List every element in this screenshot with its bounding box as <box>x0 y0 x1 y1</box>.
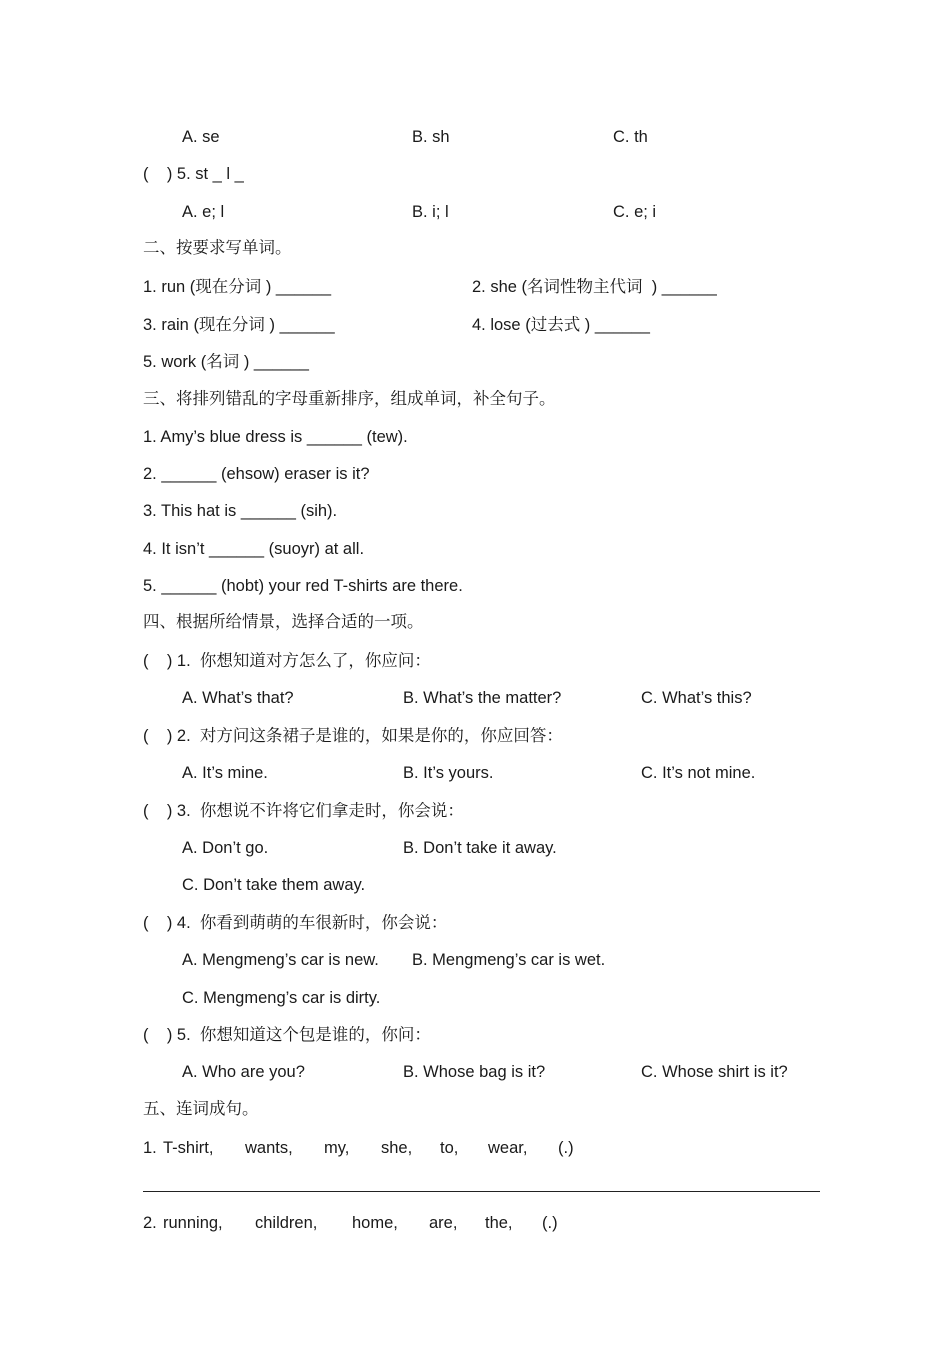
list-item: 1. run (现在分词 ) ______ <box>143 278 331 296</box>
list-item: 3. This hat is ______ (sih). <box>143 502 338 520</box>
question-stem: ( ) 5. st _ l _ <box>143 165 244 183</box>
word-chip: T-shirt, <box>163 1139 214 1157</box>
option-b: B. Whose bag is it? <box>403 1063 546 1081</box>
list-item: 4. It isn’t ______ (suoyr) at all. <box>143 540 365 558</box>
option-a: A. It’s mine. <box>182 764 268 782</box>
option-b: B. It’s yours. <box>403 764 494 782</box>
question-number: 2. <box>143 1214 157 1232</box>
word-chip: are, <box>429 1214 458 1232</box>
option-a: A. e; l <box>182 203 225 221</box>
answer-line <box>143 1191 820 1192</box>
option-c: C. It’s not mine. <box>641 764 756 782</box>
question-stem: ( ) 4. 你看到萌萌的车很新时，你会说： <box>143 914 448 932</box>
option-c: C. What’s this? <box>641 689 752 707</box>
list-item: 2. ______ (ehsow) eraser is it? <box>143 465 370 483</box>
word-chip: (.) <box>558 1139 574 1157</box>
question-number: 1. <box>143 1139 157 1157</box>
section-heading: 二、按要求写单词。 <box>143 239 292 257</box>
word-chip: (.) <box>542 1214 558 1232</box>
section-heading: 三、将排列错乱的字母重新排序，组成单词，补全句子。 <box>143 390 556 408</box>
list-item: 1. Amy’s blue dress is ______ (tew). <box>143 428 408 446</box>
option-c: C. Mengmeng’s car is dirty. <box>182 989 381 1007</box>
option-b: B. Mengmeng’s car is wet. <box>412 951 606 969</box>
section-heading: 五、连词成句。 <box>143 1100 259 1118</box>
list-item: 3. rain (现在分词 ) ______ <box>143 316 335 334</box>
word-chip: my, <box>324 1139 350 1157</box>
section-heading: 四、根据所给情景，选择合适的一项。 <box>143 613 424 631</box>
option-c: C. Don’t take them away. <box>182 876 366 894</box>
question-stem: ( ) 3. 你想说不许将它们拿走时，你会说： <box>143 802 464 820</box>
word-chip: running, <box>163 1214 223 1232</box>
option-a: A. Mengmeng’s car is new. <box>182 951 379 969</box>
word-chip: the, <box>485 1214 513 1232</box>
option-a: A. Don’t go. <box>182 839 269 857</box>
word-chip: children, <box>255 1214 318 1232</box>
word-chip: she, <box>381 1139 413 1157</box>
list-item: 2. she (名词性物主代词 ) ______ <box>472 278 717 296</box>
option-a: A. What’s that? <box>182 689 294 707</box>
option-c: C. e; i <box>613 203 657 221</box>
word-chip: wear, <box>488 1139 528 1157</box>
option-c: C. Whose shirt is it? <box>641 1063 788 1081</box>
list-item: 5. work (名词 ) ______ <box>143 353 309 371</box>
list-item: 5. ______ (hobt) your red T-shirts are there. <box>143 577 463 595</box>
option-b: B. sh <box>412 128 450 146</box>
question-stem: ( ) 5. 你想知道这个包是谁的，你问： <box>143 1026 431 1044</box>
question-stem: ( ) 1. 你想知道对方怎么了，你应问： <box>143 652 431 670</box>
list-item: 4. lose (过去式 ) ______ <box>472 316 650 334</box>
option-c: C. th <box>613 128 648 146</box>
option-a: A. se <box>182 128 220 146</box>
question-stem: ( ) 2. 对方问这条裙子是谁的，如果是你的，你应回答： <box>143 727 563 745</box>
option-a: A. Who are you? <box>182 1063 305 1081</box>
option-b: B. Don’t take it away. <box>403 839 557 857</box>
word-chip: wants, <box>245 1139 293 1157</box>
word-chip: home, <box>352 1214 398 1232</box>
option-b: B. What’s the matter? <box>403 689 562 707</box>
option-b: B. i; l <box>412 203 449 221</box>
word-chip: to, <box>440 1139 459 1157</box>
